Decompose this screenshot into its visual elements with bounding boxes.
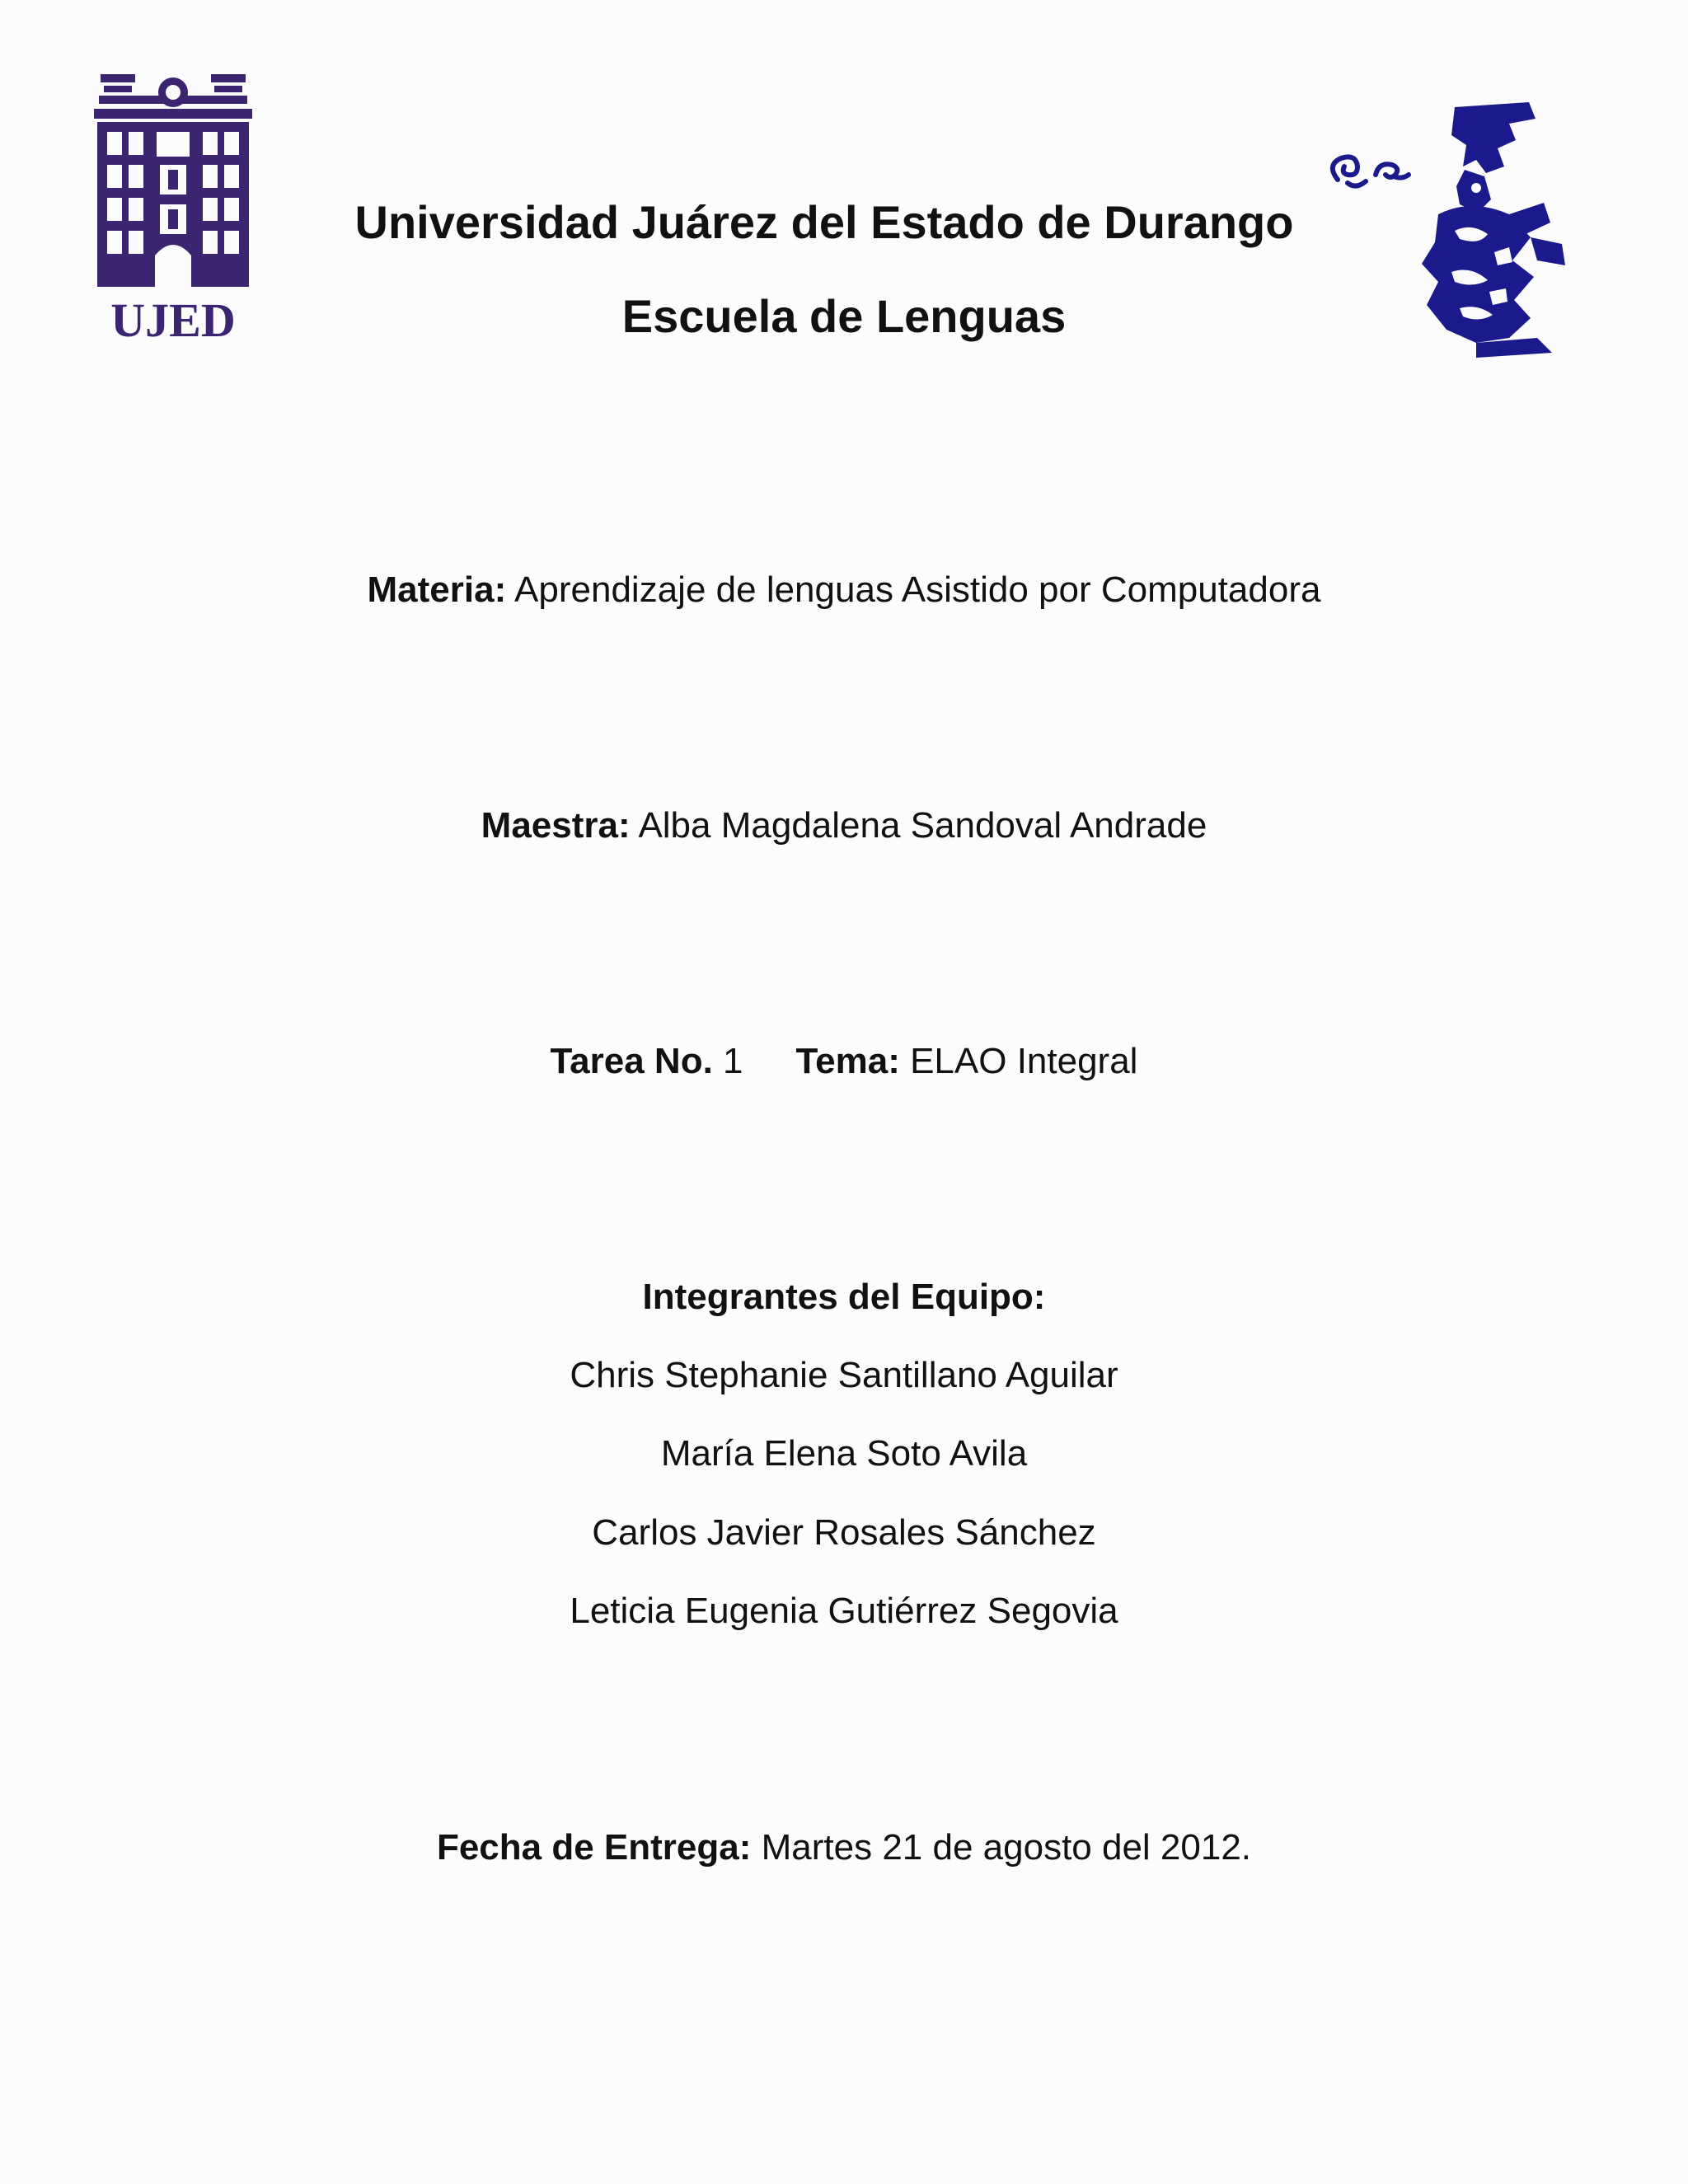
materia-label: Materia: xyxy=(367,569,507,610)
maestra-value: Alba Magdalena Sandoval Andrade xyxy=(638,805,1207,846)
maestra-label: Maestra: xyxy=(481,805,631,846)
tema-label: Tema: xyxy=(795,1041,900,1081)
team-member: Carlos Javier Rosales Sánchez xyxy=(592,1512,1096,1553)
fecha-line xyxy=(0,1827,1688,1868)
fecha-value: Martes 21 de agosto del 2012. xyxy=(761,1827,1252,1868)
ujed-logo-text: UJED xyxy=(110,293,236,344)
tarea-label: Tarea No. xyxy=(550,1041,713,1081)
team-member: Leticia Eugenia Gutiérrez Segovia xyxy=(570,1591,1118,1631)
maestra-line xyxy=(0,805,1688,846)
university-name: Universidad Juárez del Estado de Durango xyxy=(354,196,1294,248)
fecha-label: Fecha de Entrega: xyxy=(436,1827,752,1868)
tarea-line xyxy=(0,1043,1688,1080)
team-members-heading: Integrantes del Equipo: xyxy=(642,1277,1046,1317)
materia-value: Aprendizaje de lenguas Asistido por Computadora xyxy=(514,569,1321,610)
team-member: Chris Stephanie Santillano Aguilar xyxy=(570,1355,1118,1395)
team-member: María Elena Soto Avila xyxy=(660,1433,1028,1474)
materia-line xyxy=(0,569,1688,610)
tarea-value: 1 xyxy=(723,1041,743,1081)
school-name: Escuela de Lenguas xyxy=(621,290,1067,342)
tema-value: ELAO Integral xyxy=(910,1041,1138,1081)
